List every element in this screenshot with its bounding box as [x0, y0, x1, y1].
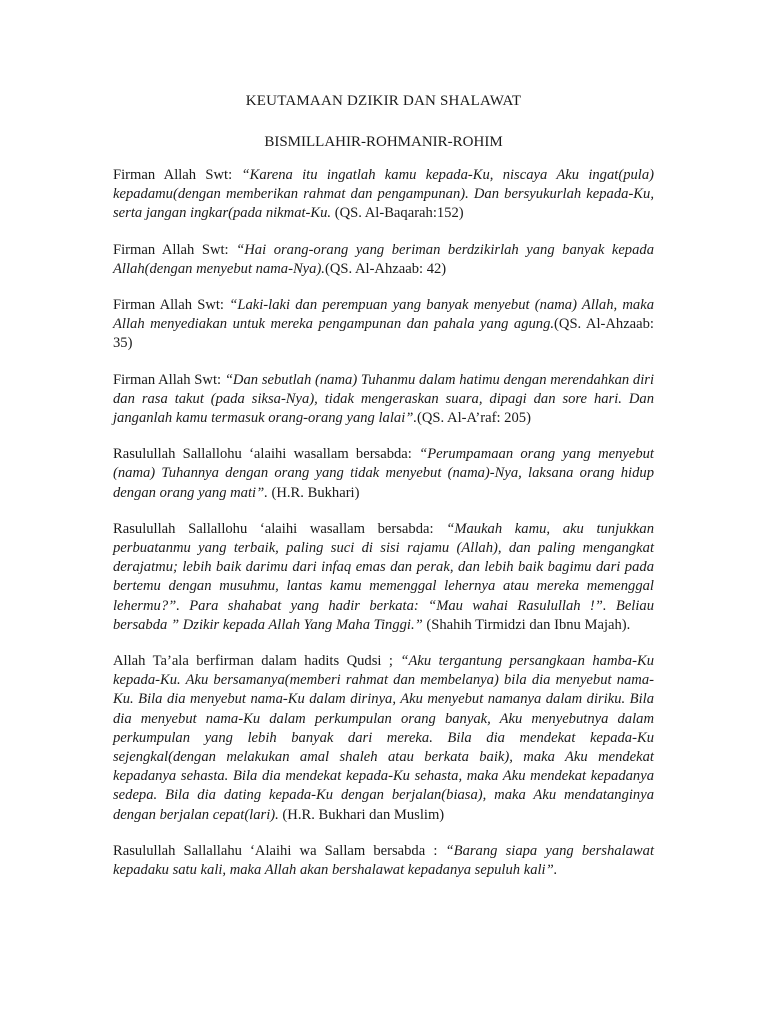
paragraph-2 [113, 241, 654, 279]
paragraph-7 [113, 652, 654, 825]
paragraph-lead: Allah Ta’ala berfirman dalam hadits Qudsi ; [113, 653, 401, 670]
paragraph-source: (Shahih Tirmidzi dan Ibnu Majah). [422, 616, 631, 633]
paragraph-quote: “Dan sebutlah (nama) Tuhanmu dalam hatimu dengan merendahkan diri dan rasa takut (pada siksa-Nya), tidak mengeraskan suara, dipagi dan sore hari. Dan janganlah kamu termasuk orang-orang yang lalai”. [113, 371, 654, 427]
paragraph-4 [113, 371, 654, 429]
paragraph-lead: Rasulullah Sallallahu ‘Alaihi wa Sallam bersabda : [113, 842, 446, 859]
paragraph-source: (QS. Al-Ahzaab: 42) [324, 260, 447, 277]
paragraph-quote: “Barang siapa yang bershalawat kepadaku satu kali, maka Allah akan bershalawat kepadanya sepuluh kali”. [113, 842, 655, 879]
paragraph-quote: “Aku tergantung persangkaan hamba-Ku kepada-Ku. Aku bersamanya(memberi rahmat dan membelanya) bila dia menyebut nama-Ku. Bila dia menyebut nama-Ku dalam dirinya, Aku menyebut namanya dalam diriku. Bila dia menyebut nama-Ku dalam perkumpulan orang banyak, Aku menyebutnya dalam perkumpulan yang lebih banyak dari mereka. Bila dia mendekat kepada-Ku sejengkal(dengan melakukan amal shaleh atau berkata baik), maka Aku mendekat kepadanya sehasta. Bila dia mendekat kepada-Ku sehasta, maka Aku mendekat kepadanya sedepa. Bila dia dating kepada-Ku dengan berjalan(biasa), maka Aku mendatanginya dengan berjalan cepat(lari). [113, 653, 654, 823]
document-page [113, 90, 654, 897]
paragraph-lead: Rasulullah Sallallohu ‘alaihi wasallam bersabda: [113, 520, 447, 537]
paragraph-source: (QS. Al-Baqarah:152) [331, 205, 464, 222]
paragraph-quote: “Karena itu ingatlah kamu kepada-Ku, niscaya Aku ingat(pula) kepadamu(dengan memberikan rahmat dan pengampunan). Dan bersyukurlah kepada-Ku, serta jangan ingkar(pada nikmat-Ku. [113, 167, 654, 222]
paragraph-quote: “Hai orang-orang yang beriman berdzikirlah yang banyak kepada Allah(dengan menyebut nama-Nya). [113, 241, 654, 277]
document-subtitle: BISMILLAHIR-ROHMANIR-ROHIM [264, 134, 503, 150]
paragraph-lead: Firman Allah Swt: [113, 297, 230, 314]
paragraph-source: (QS. Al-Ahzaab: 35) [113, 316, 654, 352]
paragraph-quote: “Laki-laki dan perempuan yang banyak menyebut (nama) Allah, maka Allah menyediakan untuk mereka pengampunan dan pahala yang agung. [113, 297, 654, 333]
paragraph-lead: Rasulullah Sallallohu ‘alaihi wasallam bersabda: [113, 446, 420, 463]
paragraph-quote: “Perumpamaan orang yang menyebut (nama) Tuhannya dengan orang yang tidak menyebut (nama)-Nya, laksana orang hidup dengan orang yang mati”. [113, 446, 654, 501]
paragraph-lead: Firman Allah Swt: [113, 371, 225, 388]
paragraph-6 [113, 520, 654, 635]
paragraph-8 [113, 842, 654, 880]
paragraph-1 [113, 166, 654, 224]
paragraph-source: (H.R. Bukhari dan Muslim) [278, 806, 445, 823]
paragraph-3 [113, 296, 654, 354]
paragraph-lead: Firman Allah Swt: [113, 167, 242, 183]
paragraph-quote: “Maukah kamu, aku tunjukkan perbuatanmu yang terbaik, paling suci di sisi rajamu (Allah), dan paling mengangkat derajatmu; lebih baik darimu dari infaq emas dan perak, dan lebih baik bagimu dari pada bertemu dengan musuhmu, lantas kamu memenggal lehernya atau mereka memenggal lehermu?”. Para shahabat yang hadir berkata: “Mau wahai Rasulullah !”. Beliau bersabda ” Dzikir kepada Allah Yang Maha Tinggi.” [113, 520, 654, 633]
document-title: KEUTAMAAN DZIKIR DAN SHALAWAT [245, 93, 522, 109]
paragraph-source: (H.R. Bukhari) [267, 484, 360, 501]
paragraph-lead: Firman Allah Swt: [113, 241, 237, 258]
paragraph-source: (QS. Al-A’raf: 205) [417, 410, 531, 427]
paragraph-5 [113, 445, 654, 503]
